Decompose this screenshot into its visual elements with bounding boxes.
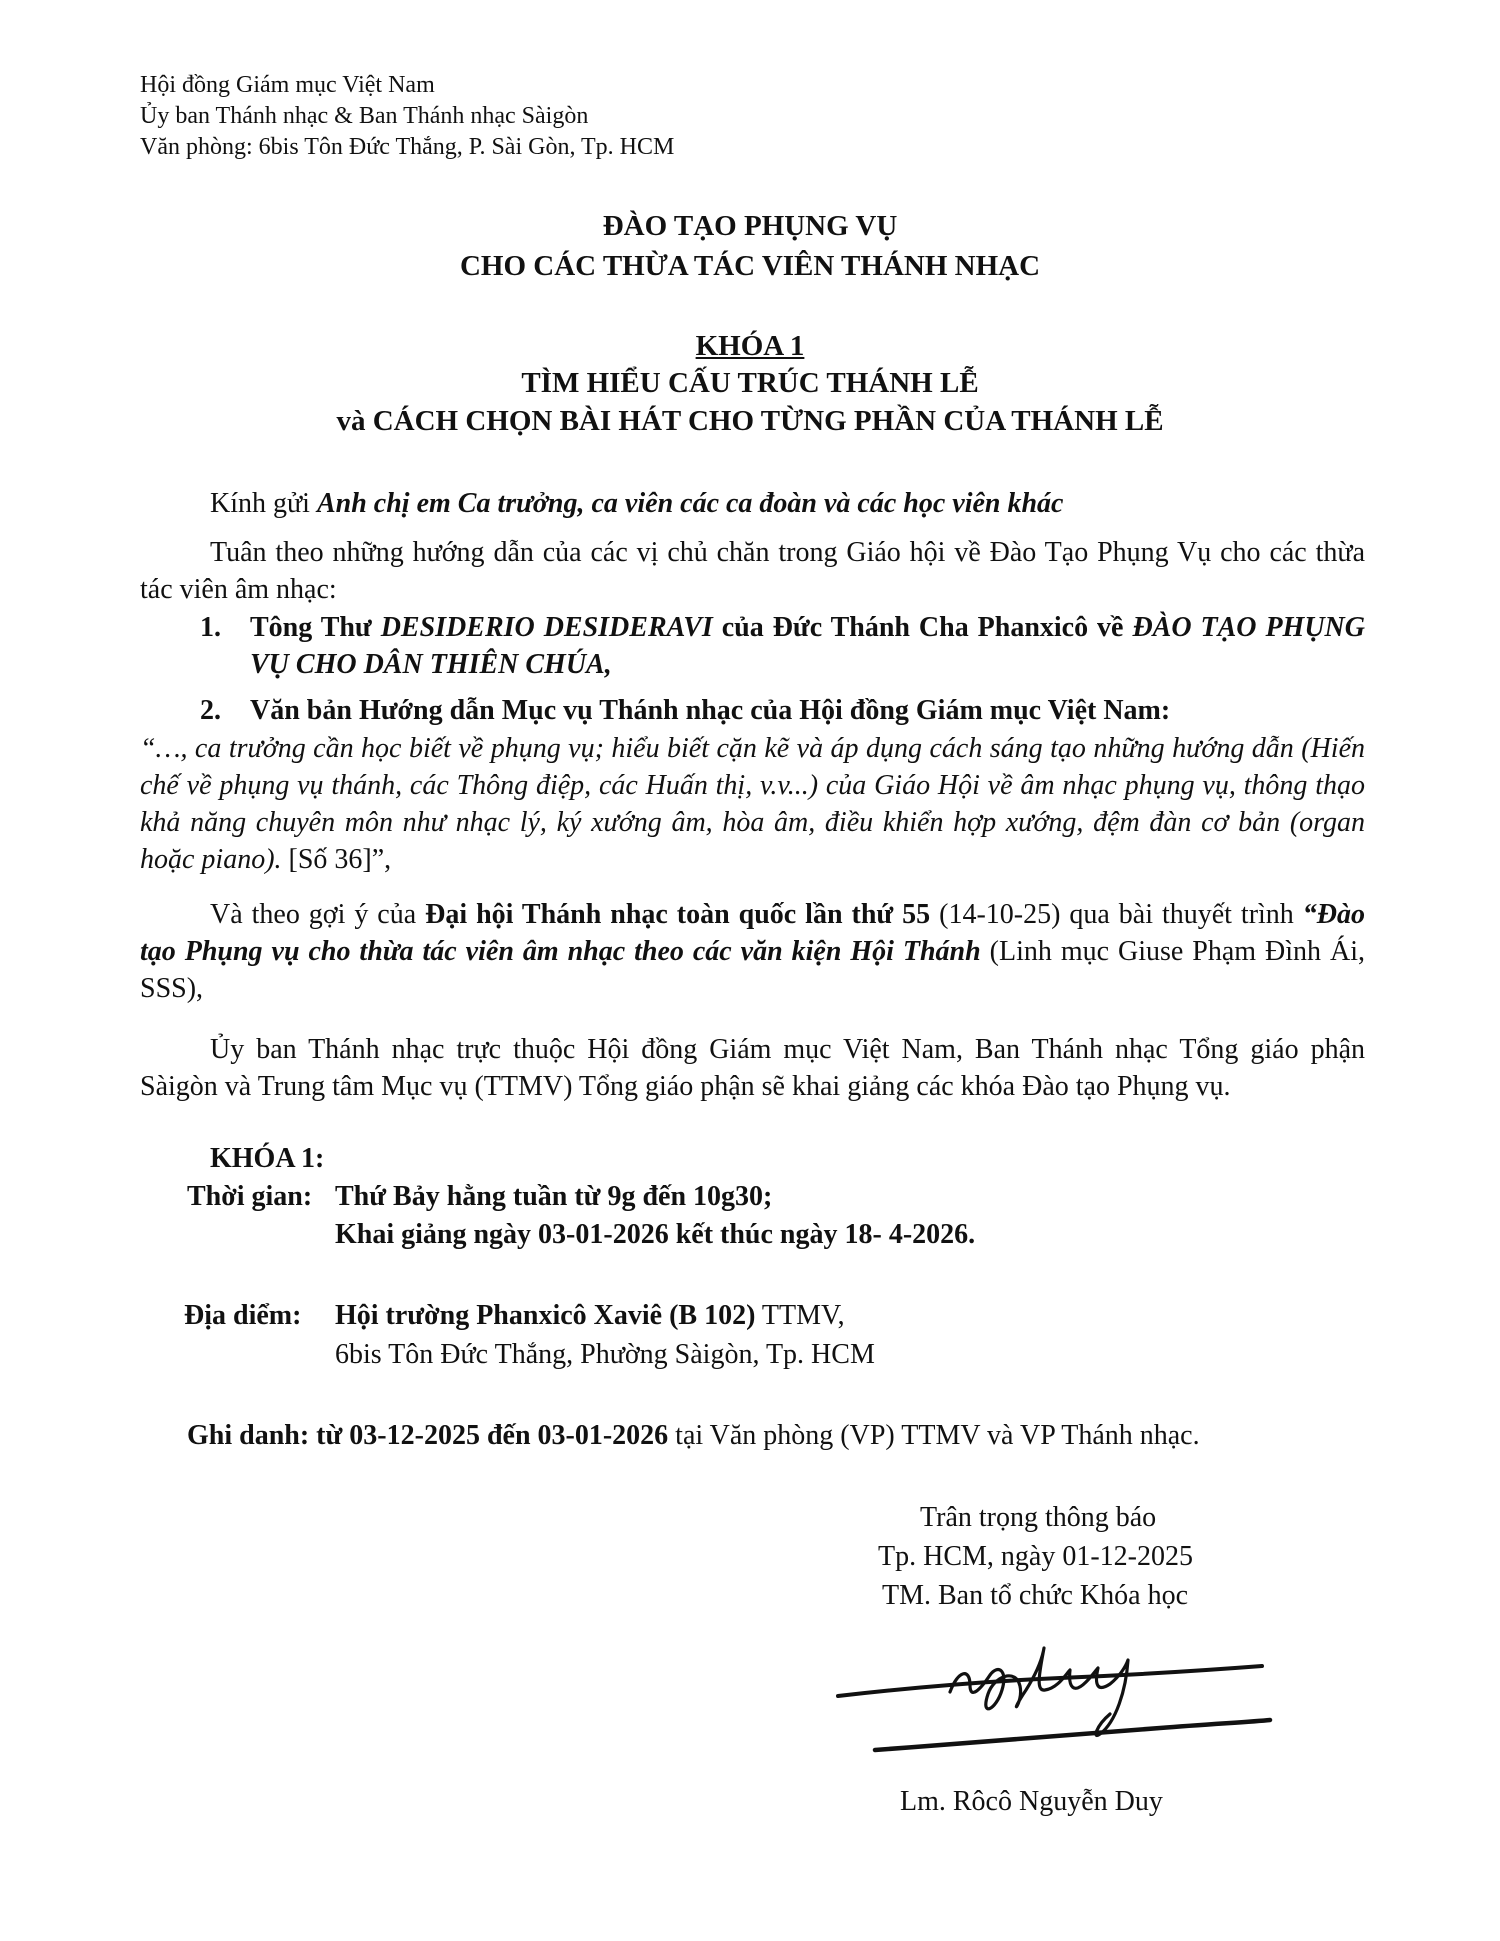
course-label [0, 330, 1500, 363]
place-rest: TTMV, [755, 1300, 845, 1331]
course-label-text: KHÓA 1 [695, 330, 805, 362]
place-line-2: 6bis Tôn Đức Thắng, Phường Sàigòn, Tp. HCM [335, 1339, 875, 1370]
committee-name: Ủy ban Thánh nhạc & Ban Thánh nhạc Sàigòn [140, 103, 589, 129]
quote-open: “ [140, 733, 156, 764]
greeting [210, 488, 1063, 520]
org-name: Hội đồng Giám mục Việt Nam [140, 72, 435, 98]
time-line-1: Thứ Bảy hằng tuần từ 9g đến 10g30; [335, 1181, 773, 1212]
list-item-1 [200, 609, 1365, 683]
list-number: 1. [200, 612, 221, 643]
paragraph-congress [140, 896, 1365, 1007]
list-2-a: Văn bản Hướng dẫn Mục vụ Thánh nhạc của Hội đồng Giám mục Việt Nam: [250, 695, 1171, 726]
course-subtitle-2: và CÁCH CHỌN BÀI HÁT CHO TỪNG PHẦN CỦA THÁNH LỄ [336, 405, 1164, 437]
office-address: Văn phòng: 6bis Tôn Đức Thắng, P. Sài Gòn, Tp. HCM [140, 134, 675, 160]
p2-e: (Linh mục Giuse Phạm Đình Ái, SSS), [140, 936, 1365, 1004]
doc-title-line1: ĐÀO TẠO PHỤNG VỤ [602, 210, 898, 242]
p2-a: Và theo gợi ý của [210, 899, 426, 930]
list-item-2 [200, 692, 1365, 729]
quote-block [140, 730, 1365, 878]
list-1-c: của Đức Thánh Cha Phanxicô về [712, 612, 1133, 643]
reg-rest: tại Văn phòng (VP) TTMV và VP Thánh nhạc. [668, 1420, 1200, 1451]
reg-label: Ghi danh: [187, 1420, 310, 1451]
closing-organizer: TM. Ban tổ chức Khóa học [882, 1580, 1188, 1611]
reg-dates: từ 03-12-2025 đến 03-01-2026 [309, 1420, 669, 1451]
p2-d: “Đào tạo Phụng vụ cho thừa tác viên âm nhạc theo các văn kiện Hội Thánh [140, 899, 1365, 967]
greeting-prefix: Kính gửi [210, 488, 317, 519]
paragraph-announcement: Ủy ban Thánh nhạc trực thuộc Hội đồng Giám mục Việt Nam, Ban Thánh nhạc Tổng giáo phận Sàigòn và Trung tâm Mục vụ (TTMV) Tổng giáo phận sẽ khai giảng các khóa Đào tạo Phụng vụ. [140, 1034, 1365, 1102]
course-subtitle-1: TÌM HIỂU CẤU TRÚC THÁNH LỄ [521, 367, 979, 399]
course-1-label: KHÓA 1: [210, 1143, 325, 1174]
place-line-1 [335, 1300, 845, 1332]
time-label: Thời gian: [187, 1181, 313, 1212]
p2-b: Đại hội Thánh nhạc toàn quốc lần thứ 55 [425, 899, 931, 930]
quote-ref: [Số 36]”, [281, 844, 392, 875]
list-number: 2. [200, 695, 221, 726]
list-1-a: Tông Thư [250, 612, 381, 643]
intro-paragraph: Tuân theo những hướng dẫn của các vị chủ chăn trong Giáo hội về Đào Tạo Phụng Vụ cho các thừa tác viên âm nhạc: [140, 537, 1365, 605]
greeting-recipients: Anh chị em Ca trưởng, ca viên các ca đoàn và các học viên khác [316, 488, 1064, 519]
place-venue: Hội trường Phanxicô Xaviê (B 102) [335, 1300, 756, 1331]
time-line-2: Khai giảng ngày 03-01-2026 kết thúc ngày 18- 4-2026. [335, 1219, 976, 1250]
closing-date: Tp. HCM, ngày 01-12-2025 [878, 1541, 1193, 1572]
p2-c: (14-10-25) qua bài thuyết trình [930, 899, 1303, 930]
list-1-b: DESIDERIO DESIDERAVI [380, 612, 713, 643]
quote-text: …, ca trưởng cần học biết về phụng vụ; hiểu biết cặn kẽ và áp dụng cách sáng tạo những hướng dẫn (Hiến chế về phụng vụ thánh, các Thông điệp, các Huấn thị, v.v...) của Giáo Hội về âm nhạc phụng vụ, thông thạo khả năng chuyên môn như nhạc lý, ký xướng âm, hòa âm, điều khiển hợp xướng, đệm đàn cơ bản (organ hoặc piano). [140, 733, 1365, 875]
place-label: Địa diểm: [184, 1300, 302, 1331]
doc-title-line2: CHO CÁC THỪA TÁC VIÊN THÁNH NHẠC [459, 250, 1041, 282]
closing-regards: Trân trọng thông báo [920, 1502, 1157, 1533]
list-1-d: ĐÀO TẠO PHỤNG VỤ CHO DÂN THIÊN CHÚA, [250, 612, 1365, 680]
registration [187, 1420, 1200, 1452]
signature [830, 1630, 1280, 1780]
signer-name: Lm. Rôcô Nguyễn Duy [900, 1786, 1163, 1817]
